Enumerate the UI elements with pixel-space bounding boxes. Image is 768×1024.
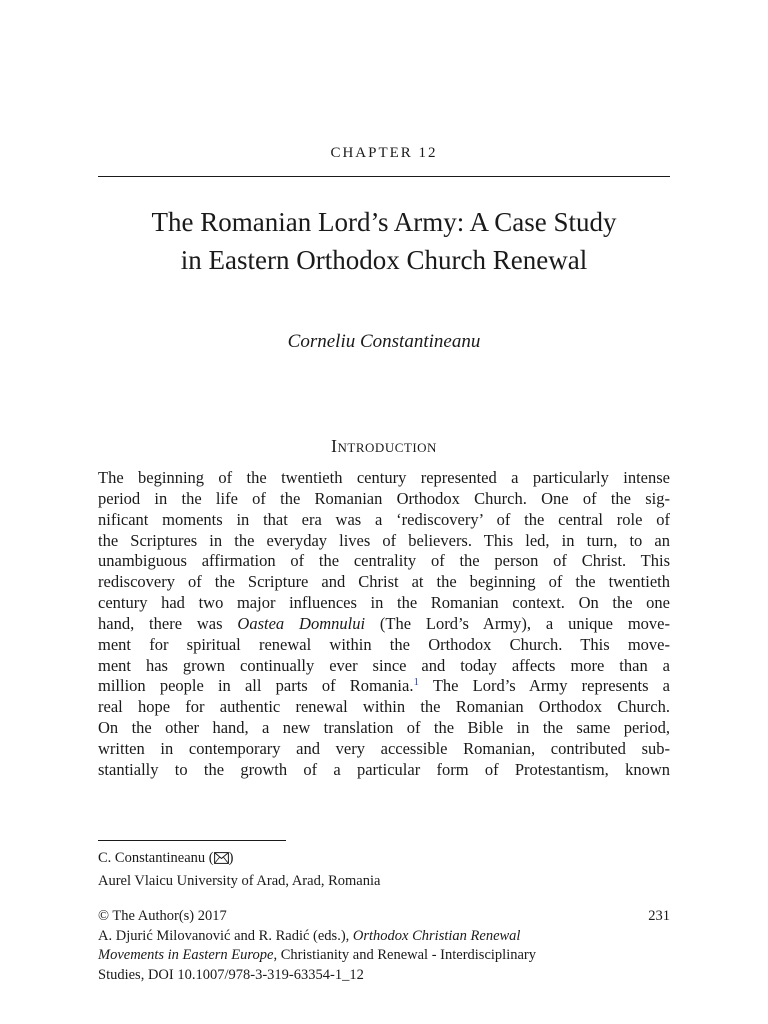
citation-line [98,927,670,947]
affiliation-name-row [98,848,670,871]
body-line [98,676,670,697]
affiliation-name-close: ) [228,850,234,866]
body-line: period in the life of the Romanian Orthodox Church. One of the sig- [98,488,670,508]
page-number: 231 [648,908,670,924]
body-text: hand, there was [98,613,238,633]
footnote-rule [98,840,286,841]
italic-term: Oastea Domnului [237,613,366,633]
copyright-notice: © The Author(s) 2017 [98,908,227,924]
envelope-icon[interactable] [214,850,229,871]
body-text: million people in all parts of Romania. [98,676,414,696]
author-name: Corneliu Constantineanu [287,331,481,352]
body-line: ment for spiritual renewal within the Orthodox Church. This move- [98,634,670,654]
body-line: nificant moments in that era was a ‘rediscovery’ of the central role of [98,509,670,529]
book-page [98,0,670,1024]
body-line: real hope for authentic renewal within the Romanian Orthodox Church. [98,697,670,717]
chapter-rule [98,176,670,177]
citation-book-title-cont: Movements in Eastern Europe [98,947,274,963]
body-line: The beginning of the twentieth century represented a particularly intense [98,468,670,487]
footnote-reference-link[interactable]: 1 [413,676,419,689]
body-text: (The Lord’s Army), a unique move- [365,613,670,633]
body-line: century had two major influences in the Romanian context. On the one [98,593,670,613]
affiliation-name: C. Constantineanu ( [98,850,214,866]
body-line: the Scriptures in the everyday lives of believers. This led, in turn, to an [98,530,670,550]
chapter-title-line-1: The Romanian Lord’s Army: A Case Study [151,207,617,237]
body-line [98,614,670,635]
citation-series: , Christianity and Renewal - Interdisciplinary [273,947,536,963]
citation-line [98,946,670,966]
body-line: rediscovery of the Scripture and Christ at the beginning of the twentieth [98,572,670,592]
section-heading: Introduction [331,436,437,456]
chapter-title [98,203,670,279]
body-line: ment has grown continually ever since and today affects more than a [98,655,670,675]
chapter-label: CHAPTER 12 [330,145,438,161]
body-line: stantially to the growth of a particular form of Protestantism, known [98,759,670,779]
body-line: unambiguous affirmation of the centrality of the person of Christ. This [98,551,670,571]
citation-book-title: Orthodox Christian Renewal [352,927,521,944]
body-paragraph [98,468,670,781]
copyright-block [98,907,670,985]
affiliation-institution: Aurel Vlaicu University of Arad, Arad, Romania [98,873,381,889]
body-text: The Lord’s Army represents a [418,676,670,696]
citation-editors: A. Djurić Milovanović and R. Radić (eds.), [98,927,353,944]
chapter-title-line-2: in Eastern Orthodox Church Renewal [180,245,588,275]
author-affiliation [98,848,670,892]
body-line: On the other hand, a new translation of the Bible in the same period, [98,718,670,738]
body-line: written in contemporary and very accessible Romanian, contributed sub- [98,738,670,758]
citation-doi: Studies, DOI 10.1007/978-3-319-63354-1_12 [98,966,364,983]
